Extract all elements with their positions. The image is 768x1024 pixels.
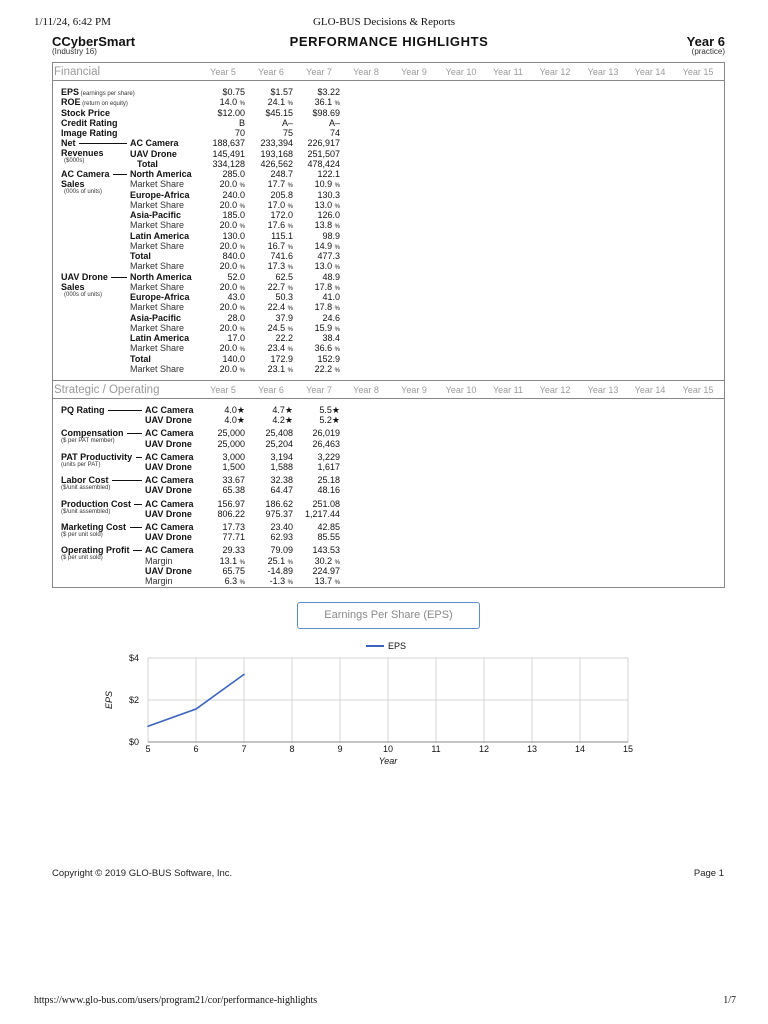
table-cell: 20.0 % [219, 343, 245, 354]
table-cell: 48.9 [322, 271, 340, 282]
table-cell: $98.69 [312, 107, 340, 118]
year-header: Year 9 [401, 385, 427, 395]
table-cell: 3,194 [270, 451, 293, 462]
connector-line [127, 433, 142, 434]
row-item: AC Camera [130, 138, 179, 149]
x-axis-label: Year [378, 756, 398, 766]
table-cell: 840.0 [222, 251, 245, 261]
table-cell: 50.3 [275, 292, 293, 302]
y-axis-label: EPS [104, 690, 114, 710]
row-item: Market Share [130, 281, 185, 292]
row-item: AC Camera [145, 545, 194, 556]
table-cell: 36.6 % [314, 343, 340, 354]
year-header: Year 9 [401, 67, 427, 77]
row-item: Margin [145, 576, 173, 586]
group-note: ($000s) [64, 158, 85, 165]
table-cell: 130.3 [317, 189, 340, 200]
table-cell: A– [328, 117, 340, 128]
table-cell: 25,204 [265, 438, 293, 449]
table-cell: 152.9 [317, 353, 340, 364]
table-cell: 130.0 [222, 230, 245, 241]
row-item: UAV Drone [145, 415, 192, 426]
table-cell: 426,562 [260, 158, 293, 169]
row-item: UAV Drone [145, 485, 192, 496]
row-item: Total [130, 353, 151, 364]
table-cell: 23.4 % [267, 343, 293, 354]
group-note: ($ per unit sold) [61, 532, 103, 538]
row-item: Total [137, 158, 158, 169]
table-cell: 478,424 [307, 158, 340, 169]
table-cell: 741.6 [270, 251, 293, 261]
table-cell: 17.8 % [314, 281, 340, 292]
table-cell: 41.0 [322, 292, 340, 302]
group-label: UAV Drone [61, 271, 108, 282]
table-cell: 79.09 [270, 545, 293, 556]
table-cell: 156.97 [217, 498, 245, 509]
table-cell: 17.0 [227, 333, 245, 343]
table-cell: 75 [282, 128, 293, 138]
row-item: Total [130, 251, 151, 261]
print-url: https://www.glo-bus.com/users/program21/cor/performance-highlights [34, 995, 318, 1006]
row-item: North America [130, 169, 192, 179]
table-cell: 20.0 % [219, 363, 245, 374]
table-cell: 65.38 [222, 485, 245, 496]
row-item: AC Camera [145, 522, 194, 532]
y-tick-label: $0 [128, 737, 139, 747]
connector-line [79, 143, 127, 144]
table-cell: 10.9 % [314, 179, 340, 190]
financial-table [52, 62, 725, 382]
table-cell: 17.73 [222, 522, 245, 532]
group-label: Image Rating [61, 128, 118, 138]
table-cell: 14.9 % [314, 240, 340, 251]
table-cell: 1,617 [317, 462, 340, 472]
row-item: UAV Drone [145, 438, 192, 449]
connector-line [108, 410, 142, 411]
group-label: Stock Price [61, 107, 111, 118]
year-header: Year 13 [587, 67, 619, 77]
table-cell: 172.9 [270, 353, 293, 364]
table-cell: 26,463 [312, 438, 340, 449]
table-cell: 38.4 [322, 333, 340, 343]
row-item: Latin America [130, 333, 190, 343]
year-header: Year 12 [539, 385, 571, 395]
table-cell: 22.2 [275, 333, 293, 343]
row-item: UAV Drone [145, 532, 192, 543]
table-cell: 4.2★ [272, 415, 293, 426]
table-cell: $1.57 [270, 87, 293, 97]
table-cell: 48.16 [317, 485, 340, 496]
connector-line [134, 504, 142, 505]
table-cell: 20.0 % [219, 199, 245, 210]
table-cell: $0.75 [222, 87, 245, 97]
table-cell: 13.0 % [314, 261, 340, 272]
strategic-table [52, 380, 725, 588]
row-item: Market Share [130, 322, 185, 333]
year-header: Year 14 [634, 385, 666, 395]
group-note: ($/unit assembled) [61, 508, 111, 515]
table-cell: 193,168 [260, 148, 293, 159]
table-cell: 226,917 [307, 138, 340, 149]
group-label: Labor Cost [61, 475, 109, 486]
table-cell: 251,507 [307, 148, 340, 159]
page-title: PERFORMANCE HIGHLIGHTS [289, 34, 489, 49]
year-header: Year 10 [445, 67, 477, 77]
table-cell: 251.08 [312, 498, 340, 509]
connector-line [130, 527, 142, 528]
table-cell: 1,217.44 [304, 508, 340, 519]
group-label: Net [61, 138, 76, 149]
table-cell: $3.22 [317, 87, 340, 97]
table-cell: 240.0 [222, 189, 245, 200]
row-item: Latin America [130, 230, 190, 241]
group-label: Credit Rating [61, 117, 118, 128]
table-cell: 14.0 % [219, 97, 245, 108]
x-tick-label: 6 [193, 744, 199, 754]
table-cell: 806.22 [217, 508, 245, 519]
group-note: ($/unit assembled) [61, 485, 111, 492]
table-cell: 4.0★ [224, 415, 245, 426]
group-label-line2: Revenues [61, 148, 104, 159]
row-item: Margin [145, 555, 173, 566]
table-cell: 16.7 % [267, 240, 293, 251]
table-cell: 24.5 % [267, 322, 293, 333]
table-cell: B [238, 117, 245, 128]
industry-label: (Industry 16) [52, 47, 97, 56]
financial-title: Financial [54, 66, 101, 78]
table-cell: 98.9 [322, 230, 340, 241]
legend-label: EPS [388, 641, 407, 651]
table-cell: 77.71 [222, 532, 245, 543]
table-cell: 25,408 [265, 428, 293, 439]
table-cell: 15.9 % [314, 322, 340, 333]
year-header: Year 7 [306, 385, 332, 395]
table-cell: 32.38 [270, 475, 293, 486]
current-year: Year 6 [686, 34, 725, 49]
table-cell: 20.0 % [219, 302, 245, 313]
chart-title: Earnings Per Share (EPS) [297, 602, 480, 629]
table-cell: 224.97 [312, 565, 340, 576]
table-cell: 334,128 [212, 158, 245, 169]
y-tick-label: $2 [128, 695, 139, 705]
table-cell: 24.6 [322, 312, 340, 323]
group-note: (000s of units) [64, 291, 103, 298]
table-cell: 20.0 % [219, 220, 245, 231]
row-item: AC Camera [145, 451, 194, 462]
print-title: GLO-BUS Decisions & Reports [312, 16, 456, 28]
group-note: ($ per unit sold) [61, 555, 103, 562]
table-cell: 37.9 [275, 312, 293, 323]
page-number: Page 1 [693, 868, 724, 879]
table-cell: 13.1 % [219, 555, 245, 566]
table-cell: 20.0 % [219, 261, 245, 272]
group-label: Compensation [61, 428, 124, 439]
row-item: Market Share [130, 220, 185, 231]
connector-line [111, 277, 127, 278]
table-cell: 70 [234, 128, 245, 138]
x-tick-label: 8 [289, 744, 295, 754]
group-label-line2: Sales [61, 281, 85, 292]
year-header: Year 12 [539, 67, 571, 77]
table-cell: 17.8 % [314, 302, 340, 313]
table-cell: 22.4 % [267, 302, 293, 313]
table-cell: 22.7 % [267, 281, 293, 292]
connector-line [133, 550, 142, 551]
row-item: Europe-Africa [130, 292, 190, 302]
x-tick-label: 5 [145, 744, 151, 754]
x-tick-label: 9 [337, 744, 343, 754]
row-item: UAV Drone [145, 565, 192, 576]
eps-point [243, 674, 245, 676]
table-cell: 285.0 [222, 169, 245, 179]
year-header: Year 6 [258, 67, 284, 77]
table-cell: 33.67 [222, 475, 245, 486]
table-cell: 233,394 [260, 138, 293, 149]
table-cell: 13.8 % [314, 220, 340, 231]
table-cell: 20.0 % [219, 322, 245, 333]
year-header: Year 8 [353, 67, 379, 77]
group-note: (return on equity) [80, 101, 128, 108]
group-label: EPS (earnings per share) [61, 87, 135, 97]
group-label: AC Camera [61, 169, 110, 179]
group-note: (earnings per share) [79, 91, 135, 97]
company-name: CCyberSmart [52, 34, 136, 49]
year-header: Year 5 [210, 67, 236, 77]
table-cell: 17.3 % [267, 261, 293, 272]
x-tick-label: 13 [526, 744, 538, 754]
year-header: Year 13 [587, 385, 619, 395]
table-cell: 25.1 % [267, 555, 293, 566]
table-cell: 30.2 % [314, 555, 340, 566]
table-cell: 5.5★ [319, 405, 340, 415]
row-item: UAV Drone [145, 508, 192, 519]
year-header: Year 14 [634, 67, 666, 77]
table-cell: 24.1 % [267, 97, 293, 108]
connector-line [113, 174, 127, 175]
row-item: North America [130, 271, 192, 282]
year-header: Year 7 [306, 67, 332, 77]
table-cell: 126.0 [317, 210, 340, 220]
row-item: Market Share [130, 261, 185, 272]
financial-header-row [53, 63, 724, 81]
table-cell: 186.62 [265, 498, 293, 509]
copyright: Copyright © 2019 GLO-BUS Software, Inc. [52, 868, 233, 879]
group-note: ($ per PAT member) [61, 438, 115, 445]
table-cell: 20.0 % [219, 179, 245, 190]
group-note: (units per PAT) [61, 461, 101, 468]
connector-line [136, 457, 142, 458]
x-tick-label: 11 [431, 744, 441, 754]
group-label: ROE (return on equity) [61, 97, 128, 108]
row-item: Market Share [130, 302, 185, 313]
print-page-count: 1/7 [723, 995, 736, 1006]
table-cell: 22.2 % [314, 363, 340, 374]
practice-label: (practice) [691, 47, 725, 56]
table-cell: 4.7★ [272, 405, 293, 415]
group-label: Operating Profit [61, 545, 130, 556]
eps-chart [100, 636, 640, 770]
eps-point [195, 708, 197, 710]
table-cell: 115.1 [271, 230, 293, 241]
x-tick-label: 10 [382, 744, 394, 754]
table-cell: 3,229 [317, 451, 340, 462]
table-cell: 74 [329, 128, 340, 138]
table-cell: 26,019 [312, 428, 340, 439]
table-cell: 28.0 [227, 312, 245, 323]
group-label: PQ Rating [61, 405, 105, 415]
table-cell: 29.33 [222, 545, 245, 556]
row-item: Asia-Pacific [130, 312, 182, 323]
table-cell: 43.0 [227, 292, 245, 302]
group-label-line2: Sales [61, 179, 85, 189]
row-item: Market Share [130, 343, 185, 354]
x-tick-label: 12 [478, 744, 490, 754]
group-label: Marketing Cost [61, 522, 127, 532]
table-cell: 25.18 [317, 475, 340, 486]
group-label: PAT Productivity [61, 451, 133, 462]
table-cell: 62.93 [270, 532, 293, 543]
year-header: Year 11 [492, 67, 524, 77]
eps-point [147, 725, 149, 727]
group-note: (000s of units) [64, 189, 103, 195]
table-cell: $12.00 [217, 107, 245, 118]
table-cell: 5.2★ [319, 415, 340, 426]
row-item: Market Share [130, 240, 185, 251]
table-cell: 1,500 [222, 462, 245, 472]
table-cell: 185.0 [222, 210, 245, 220]
table-cell: -1.3 % [269, 576, 293, 586]
x-tick-label: 7 [241, 744, 247, 754]
table-cell: $45.15 [265, 107, 293, 118]
table-cell: 64.47 [270, 485, 293, 496]
connector-line [112, 480, 142, 481]
strategic-header-row [53, 381, 724, 399]
year-header: Year 10 [445, 385, 477, 395]
table-cell: 17.6 % [267, 220, 293, 231]
x-tick-label: 15 [622, 744, 634, 754]
table-cell: 4.0★ [224, 405, 245, 415]
row-item: Asia-Pacific [130, 210, 182, 220]
table-cell: 20.0 % [219, 240, 245, 251]
row-item: AC Camera [145, 475, 194, 486]
table-cell: A– [281, 117, 293, 128]
strategic-title: Strategic / Operating [54, 384, 160, 396]
y-tick-label: $4 [128, 653, 139, 663]
row-item: Market Share [130, 363, 185, 374]
table-cell: 25,000 [217, 428, 245, 439]
table-cell: 17.7 % [267, 179, 293, 190]
table-cell: 477.3 [317, 251, 340, 261]
row-item: AC Camera [145, 428, 194, 439]
row-item: Europe-Africa [130, 189, 190, 200]
year-header: Year 8 [353, 385, 379, 395]
table-cell: 13.7 % [314, 576, 340, 586]
table-cell: 140.0 [222, 353, 245, 364]
row-item: AC Camera [145, 498, 194, 509]
table-cell: 42.85 [317, 522, 340, 532]
group-label: Production Cost [61, 498, 131, 509]
table-cell: 62.5 [275, 271, 293, 282]
year-header: Year 15 [682, 385, 714, 395]
year-header: Year 6 [258, 385, 284, 395]
table-cell: 85.55 [317, 532, 340, 543]
year-header: Year 5 [210, 385, 236, 395]
table-cell: 975.37 [265, 508, 293, 519]
table-cell: 6.3 % [224, 576, 245, 586]
table-cell: 17.0 % [267, 199, 293, 210]
row-item: AC Camera [145, 405, 194, 415]
table-cell: 20.0 % [219, 281, 245, 292]
table-cell: 23.40 [270, 522, 293, 532]
row-item: UAV Drone [145, 462, 192, 472]
table-cell: 188,637 [212, 138, 245, 149]
table-cell: 145,491 [212, 148, 245, 159]
table-cell: 65.75 [222, 565, 245, 576]
table-cell: 1,588 [270, 462, 293, 472]
table-cell: 143.53 [312, 545, 340, 556]
table-cell: 25,000 [217, 438, 245, 449]
x-tick-label: 14 [574, 744, 586, 754]
row-item: Market Share [130, 179, 185, 190]
year-header: Year 15 [682, 67, 714, 77]
table-cell: 122.1 [317, 169, 340, 179]
table-cell: 13.0 % [314, 199, 340, 210]
table-cell: 23.1 % [267, 363, 293, 374]
table-cell: 172.0 [270, 210, 293, 220]
table-cell: 36.1 % [314, 97, 340, 108]
table-cell: 248.7 [270, 169, 293, 179]
table-cell: 52.0 [227, 271, 245, 282]
row-item: UAV Drone [130, 148, 177, 159]
year-header: Year 11 [492, 385, 524, 395]
row-item: Market Share [130, 199, 185, 210]
table-cell: 3,000 [222, 451, 245, 462]
print-date: 1/11/24, 6:42 PM [34, 16, 111, 28]
table-cell: 205.8 [270, 189, 293, 200]
table-cell: -14.89 [267, 565, 293, 576]
